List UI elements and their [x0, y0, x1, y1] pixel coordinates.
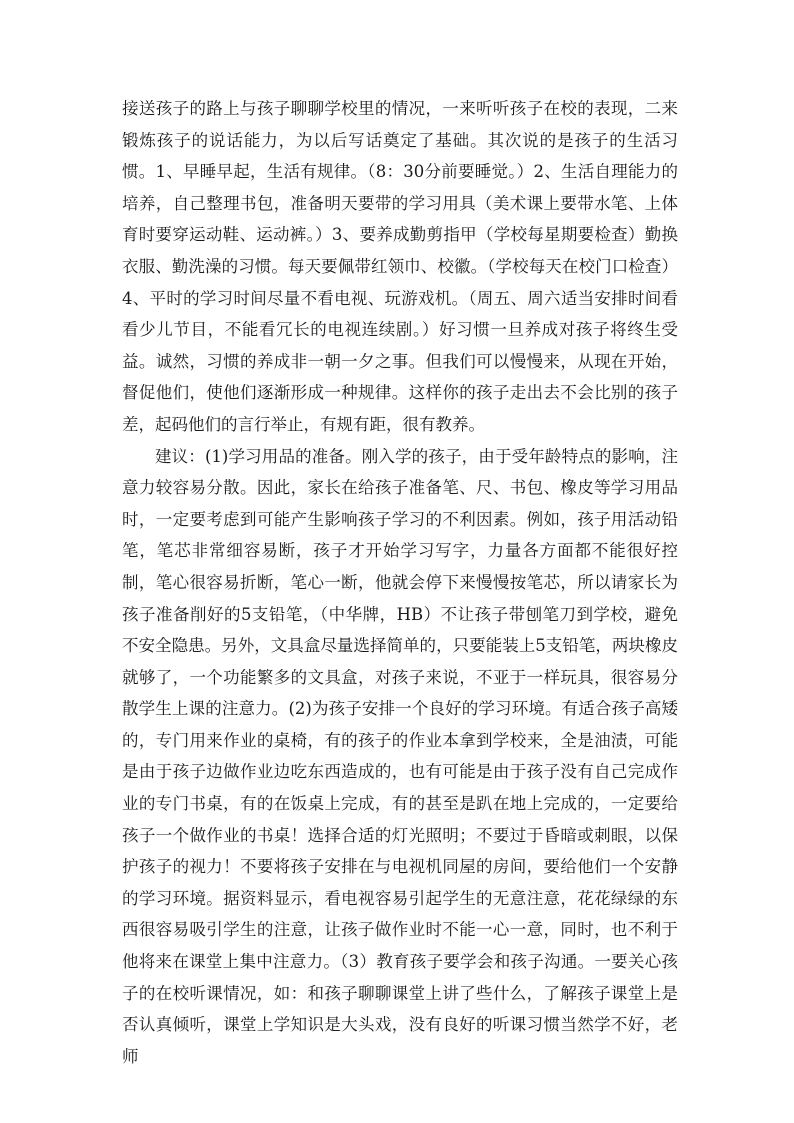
document-body [122, 93, 678, 1072]
paragraph-suggestions: 建议：(1)学习用品的准备。刚入学的孩子，由于受年龄特点的影响，注意力较容易分散。因此，家长在给孩子准备笔、尺、书包、橡皮等学习用品时，一定要考虑到可能产生影响孩子学习的不利因素。例如，孩子用活动铅笔，笔芯非常细容易断，孩子才开始学习写字，力量各方面都不能很好控制，笔心很容易折断，笔心一断，他就会停下来慢慢按笔芯，所以请家长为孩子准备削好的5支铅笔，（中华牌，HB）不让孩子带刨笔刀到学校，避免不安全隐患。另外，文具盒尽量选择简单的，只要能装上5支铅笔，两块橡皮就够了，一个功能繁多的文具盒，对孩子来说，不亚于一样玩具，很容易分散学生上课的注意力。(2)为孩子安排一个良好的学习环境。有适合孩子高矮的，专门用来作业的桌椅，有的孩子的作业本拿到学校来，全是油渍，可能是由于孩子边做作业边吃东西造成的，也有可能是由于孩子没有自己完成作业的专门书桌，有的在饭桌上完成，有的甚至是趴在地上完成的，一定要给孩子一个做作业的书桌！选择合适的灯光照明；不要过于昏暗或刺眼，以保护孩子的视力！不要将孩子安排在与电视机同屋的房间，要给他们一个安静的学习环境。据资料显示，看电视容易引起学生的无意注意，花花绿绿的东西很容易吸引学生的注意，让孩子做作业时不能一心一意，同时，也不利于他将来在课堂上集中注意力。（3）教育孩子要学会和孩子沟通。一要关心孩子的在校听课情况，如：和孩子聊聊课堂上讲了些什么，了解孩子课堂上是否认真倾听，课堂上学知识是大头戏，没有良好的听课习惯当然学不好，老师 [122, 446, 678, 1066]
paragraph-habits: 接送孩子的路上与孩子聊聊学校里的情况，一来听听孩子在校的表现，二来锻炼孩子的说话能力，为以后写话奠定了基础。其次说的是孩子的生活习惯。1、早睡早起，生活有规律。（8：30分前要睡觉。）2、生活自理能力的培养，自己整理书包，准备明天要带的学习用具（美术课上要带水笔、上体育时要穿运动鞋、运动裤。）3、要养成勤剪指甲（学校每星期要检查）勤换衣服、勤洗澡的习惯。每天要佩带红领巾、校徽。（学校每天在校门口检查）4、平时的学习时间尽量不看电视、玩游戏机。（周五、周六适当安排时间看看少儿节目，不能看冗长的电视连续剧。）好习惯一旦养成对孩子将终生受益。诚然，习惯的养成非一朝一夕之事。但我们可以慢慢来，从现在开始，督促他们，使他们逐渐形成一种规律。这样你的孩子走出去不会比别的孩子差，起码他们的言行举止，有规有距，很有教养。 [122, 99, 678, 434]
